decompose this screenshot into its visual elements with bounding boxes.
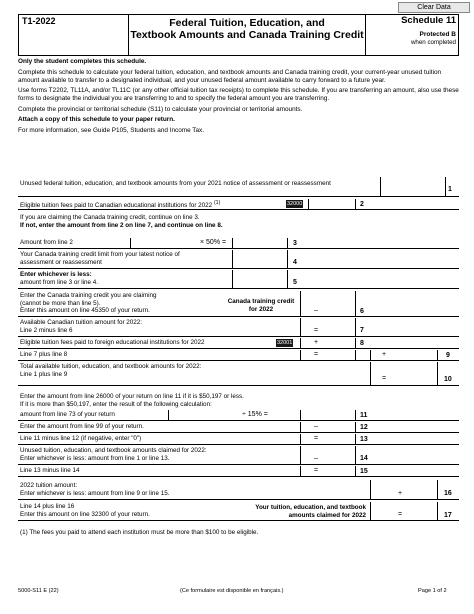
- line-11-field[interactable]: [300, 410, 356, 420]
- intro-p2: Use forms T2202, TL11A, and/or TL11C (or any other official tuition tax receipts) to complete this schedule. If you are transferring an amount, also use these forms to designate the individual you are transferring to and to specify the federal amount you are transferring.: [18, 87, 459, 102]
- line-15-label: Line 13 minus line 14: [20, 467, 80, 474]
- line-10-label: Total available tuition, education, and textbook amounts for 2022: Line 1 plus line 9: [20, 363, 202, 378]
- intro-p4: Attach a copy of this schedule to your paper return.: [18, 116, 175, 123]
- line-7-number: 7: [360, 327, 364, 334]
- line-17-row: [18, 502, 459, 521]
- line-9-equals: =: [314, 351, 319, 358]
- line-7-field[interactable]: [300, 318, 356, 336]
- schedule-cell: [365, 15, 459, 55]
- line-8-row: [18, 338, 459, 349]
- line-8-plus: +: [314, 339, 319, 346]
- line-14-field[interactable]: [300, 446, 356, 464]
- line-4-row: [18, 250, 459, 269]
- line-11-label: amount from line 73 of your return: [20, 411, 115, 418]
- line-17-number: 17: [444, 512, 452, 519]
- line-8-code: 32001: [277, 340, 293, 346]
- line-2-label: Eligible tuition fees paid to Canadian educational institutions for 2022 $^{(1)}$: [20, 200, 221, 210]
- line-17-equals: =: [398, 511, 403, 518]
- instructions: [18, 58, 459, 137]
- line-1-label: Unused federal tuition, education, and textbook amounts from your 2021 notice of assessment or reassessment: [20, 180, 331, 187]
- line-2-field[interactable]: [308, 199, 356, 209]
- line-11-divisor: ÷ 15% =: [242, 411, 268, 418]
- line-10-row: [18, 362, 459, 386]
- title-line-2: Textbook Amounts and Canada Training Credit: [130, 29, 364, 41]
- form-header: [18, 14, 459, 56]
- line-12-label: Enter the amount from line 99 of your return.: [20, 423, 144, 430]
- line-14-minus: –: [314, 455, 318, 462]
- line-3-number: 3: [293, 240, 297, 247]
- line-1-field[interactable]: [380, 177, 446, 196]
- line-2-row: [18, 199, 459, 210]
- protected-label: Protected B: [419, 31, 456, 38]
- line-6-field[interactable]: [300, 291, 356, 316]
- line-17-field[interactable]: [370, 502, 438, 520]
- line-15-field[interactable]: [300, 466, 356, 476]
- line-9-number: 9: [446, 352, 450, 359]
- line-7-equals: =: [314, 327, 319, 334]
- line-14-row: [18, 446, 459, 465]
- line-10-number: 10: [444, 376, 452, 383]
- line-9-field[interactable]: [370, 350, 438, 360]
- line-8-number: 8: [360, 340, 364, 347]
- line-6-number: 6: [360, 308, 364, 315]
- line-9-plus: +: [382, 351, 387, 358]
- line-3-multiplier: × 50% =: [200, 239, 227, 246]
- line-3-label: Amount from line 2: [20, 239, 73, 246]
- line-13-number: 13: [360, 436, 368, 443]
- intro-student: Only the student completes this schedule.: [18, 58, 147, 65]
- line-11-amount-field[interactable]: [168, 410, 240, 420]
- note-b: If not, enter the amount from line 2 on line 7, and continue on line 8.: [20, 222, 223, 229]
- line-5-number: 5: [293, 279, 297, 286]
- intro-p1: Complete this schedule to calculate your federal tuition, education, and textbook amounts and Canada training credit, your current-year unused tuition amount available to transfer to a designated individual, and your unused federal amount available to carry forward to a future year.: [18, 68, 442, 84]
- line-13-label: Line 11 minus line 12 (if negative, enter "0"): [20, 435, 142, 442]
- line-8-field[interactable]: [300, 338, 356, 348]
- line-13-row: [18, 434, 459, 445]
- line-11-row: [18, 410, 459, 421]
- line-16-row: [18, 480, 459, 500]
- clear-data-button[interactable]: Clear Data: [398, 2, 470, 13]
- line-9-label: Line 7 plus line 8: [20, 351, 68, 358]
- line-16-plus: +: [398, 490, 403, 497]
- line-4-label: Your Canada training credit limit from your latest notice of assessment or reassessment: [20, 251, 180, 266]
- line-11-instructions: Enter the amount from line 26000 of your return on line 11 if it is $50,197 or less. If it is more than $50,197, enter the result of the following calculation:: [20, 393, 244, 408]
- schedule-number: Schedule 11: [401, 15, 456, 26]
- line-4-field[interactable]: [232, 250, 288, 268]
- line-7-row: [18, 318, 459, 337]
- line-5-field[interactable]: [232, 270, 288, 288]
- line-15-equals: =: [314, 467, 319, 474]
- line-10-equals: =: [382, 375, 387, 382]
- line-17-title: Your tuition, education, and textbook amounts claimed for 2022: [255, 504, 366, 519]
- line-1-row: [18, 177, 459, 197]
- line-17-label: Line 14 plus line 16 Enter this amount on line 32300 of your return.: [20, 503, 150, 518]
- form-code: 5000-S11 E (22): [18, 588, 59, 594]
- line-6-row: [18, 291, 459, 317]
- title-line-1: Federal Tuition, Education, and: [169, 17, 325, 29]
- line-3-field[interactable]: [232, 238, 288, 248]
- line-14-label: Unused tuition, education, and textbook amounts claimed for 2022: Enter whichever is less: amount from line 1 or line 13.: [20, 447, 207, 462]
- line-14-number: 14: [360, 455, 368, 462]
- line-6-label: Enter the Canada training credit you are claiming (cannot be more than line 5). Enter this amount on line 45350 of your return.: [20, 292, 157, 314]
- line-12-row: [18, 422, 459, 433]
- line-12-number: 12: [360, 424, 368, 431]
- line-6-minus: –: [314, 307, 318, 314]
- line-5-label: Enter whichever is less: amount from line 3 or line 4.: [20, 271, 99, 286]
- line-6-title: Canada training credit for 2022: [227, 298, 295, 313]
- french-note: (Ce formulaire est disponible en français.): [180, 588, 284, 594]
- note-a: If you are claiming the Canada training credit, continue on line 3.: [20, 214, 200, 221]
- line-11-number: 11: [360, 412, 368, 419]
- form-title: [129, 17, 365, 41]
- line-8-label: Eligible tuition fees paid to foreign educational institutions for 2022: [20, 339, 205, 346]
- line-16-number: 16: [444, 490, 452, 497]
- line-9-left-field[interactable]: [300, 350, 356, 360]
- line-15-number: 15: [360, 468, 368, 475]
- line-12-field[interactable]: [300, 422, 356, 432]
- intro-p3: Complete the provincial or territorial schedule (S11) to calculate your provincial or territorial amounts.: [18, 105, 303, 113]
- line-12-minus: –: [314, 423, 318, 430]
- line-15-row: [18, 466, 459, 477]
- line-7-label: Available Canadian tuition amount for 2022: Line 2 minus line 6: [20, 319, 143, 334]
- line-16-field[interactable]: [370, 480, 438, 499]
- form-id: T1-2022: [22, 16, 56, 26]
- line-9-row: [18, 350, 459, 361]
- line-5-row: [18, 270, 459, 289]
- form-id-cell: [19, 15, 129, 55]
- line-4-number: 4: [293, 259, 297, 266]
- line-16-label: 2022 tuition amount: Enter whichever is less: amount from line 9 or line 15.: [20, 482, 170, 497]
- footnote: (1) The fees you paid to attend each institution must be more than $100 to be eligible.: [20, 529, 259, 536]
- line-10-field[interactable]: [370, 362, 438, 385]
- line-13-equals: =: [314, 435, 319, 442]
- line-13-field[interactable]: [300, 434, 356, 444]
- intro-p5: For more information, see Guide P105, Students and Income Tax.: [18, 126, 205, 134]
- line-2-code: 32000: [287, 201, 303, 207]
- line-1-number: 1: [448, 186, 452, 193]
- line-2-number: 2: [360, 201, 364, 208]
- line-3-row: [18, 238, 459, 249]
- page-number: Page 1 of 2: [418, 588, 447, 594]
- when-completed: when completed: [410, 39, 456, 46]
